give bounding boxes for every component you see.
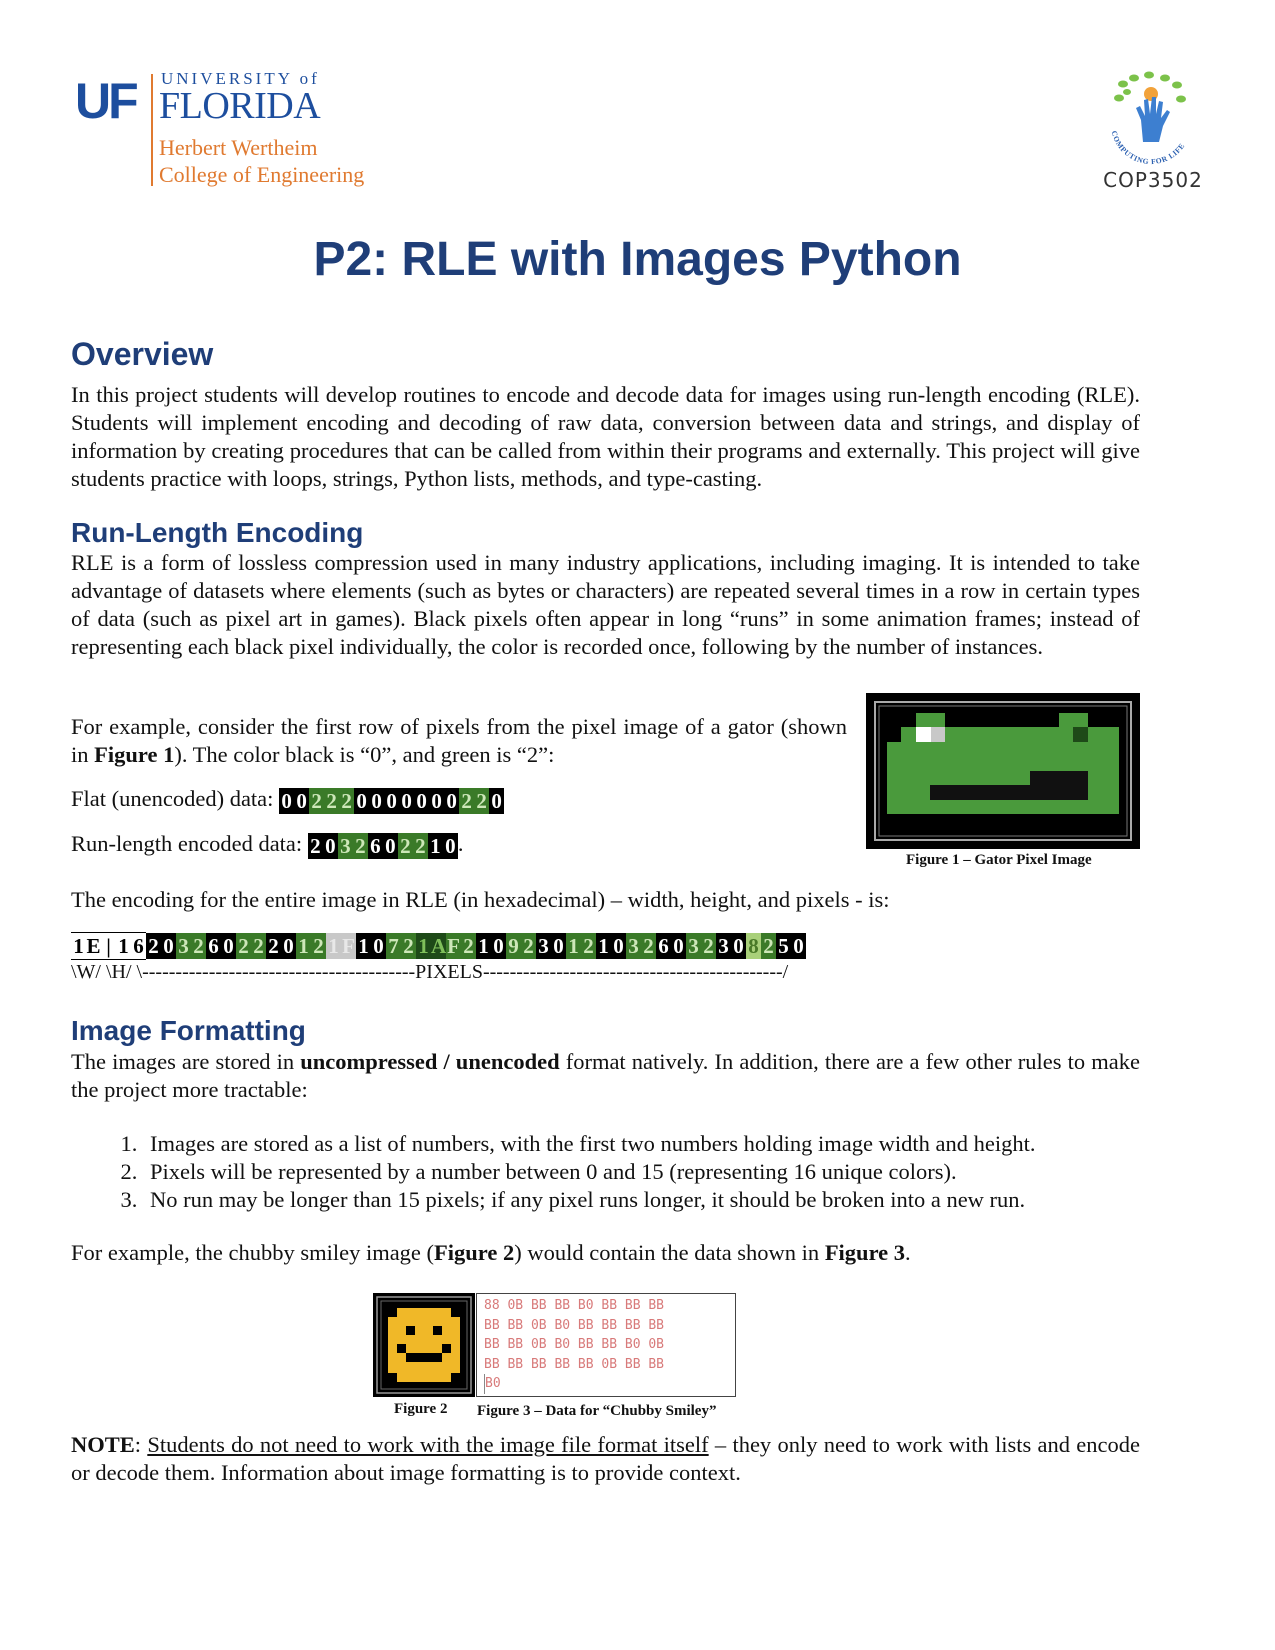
code-cell: 2	[461, 933, 476, 959]
code-cell: 2	[146, 933, 161, 959]
figure1-caption: Figure 1 – Gator Pixel Image	[906, 852, 1092, 868]
figure3-caption: Figure 3 – Data for “Chubby Smiley”	[477, 1403, 717, 1419]
computing-for-life-logo	[1103, 70, 1199, 166]
list-item: 2. Pixels will be represented by a number between 0 and 15 (representing 16 unique colors).	[143, 1158, 1212, 1186]
rle-period: .	[457, 831, 464, 856]
smiley-example-text	[71, 1239, 911, 1267]
smiley-text-mid: ) would contain the data shown in	[514, 1240, 825, 1265]
code-cell: 2	[266, 933, 281, 959]
code-cell: 0	[414, 788, 429, 814]
code-cell: E	[86, 934, 101, 958]
code-cell: 0	[611, 933, 626, 959]
code-cell: 8	[746, 933, 761, 959]
figure1-ref: Figure 1	[94, 742, 175, 767]
code-cell: 0	[221, 933, 236, 959]
code-cell: 1	[566, 933, 581, 959]
code-cell: 2	[251, 933, 266, 959]
code-cell: 2	[761, 933, 776, 959]
code-cell: 1	[296, 933, 311, 959]
note-rest: – they only need to work with lists and encode or decode them. Information about image formatting is to provide context.	[71, 1432, 1141, 1485]
code-cell: 2	[474, 788, 489, 814]
code-cell: 3	[176, 933, 191, 959]
flat-data-cells	[279, 788, 504, 814]
code-cell: 0	[489, 788, 504, 814]
intro-text: The images are stored in	[71, 1049, 301, 1074]
code-cell: 0	[671, 933, 686, 959]
code-cell: F	[342, 934, 355, 958]
overview-paragraph: In this project students will develop routines to encode and decode data for images using run-length encoding (RLE). Students will implement encoding and decoding of raw data, conversion between data and strings, and display of information by creating procedures that can be called from within their programs and externally. This project will give students practice with loops, strings, Python lists, methods, and type-casting.	[71, 382, 1140, 491]
college-line-1: Herbert Wertheim	[159, 135, 318, 160]
figure2-caption: Figure 2	[394, 1401, 448, 1417]
code-cell: 3	[686, 933, 701, 959]
chubby-smiley-image	[373, 1293, 475, 1397]
uf-logo	[75, 66, 375, 196]
code-cell: 1	[116, 932, 131, 960]
code-cell: 9	[506, 933, 521, 959]
code-cell: 2	[401, 933, 416, 959]
code-cell: 0	[443, 833, 458, 859]
code-cell: 1	[71, 932, 86, 960]
code-cell: 0	[279, 788, 294, 814]
code-cell: 2	[521, 933, 536, 959]
entire-image-encoding	[71, 932, 806, 960]
code-cell: 0	[369, 788, 384, 814]
code-cell: 0	[354, 788, 369, 814]
code-cell: 1	[356, 933, 371, 959]
code-cell: 0	[491, 933, 506, 959]
code-cell: 6	[368, 833, 383, 859]
code-cell: 1	[596, 933, 611, 959]
logo-divider	[151, 74, 153, 186]
code-cell: 0	[731, 933, 746, 959]
smiley-text: For example, the chubby smiley image (	[71, 1240, 435, 1265]
code-cell: 0	[551, 933, 566, 959]
code-cell: 2	[581, 933, 596, 959]
code-cell: 2	[308, 833, 323, 859]
code-cell: 0	[429, 788, 444, 814]
college-line-2: College of Engineering	[159, 162, 365, 187]
rle-paragraph: RLE is a form of lossless compression used in many industry applications, including imaging. It is intended to take advantage of datasets where elements (such as bytes or characters) are repeated several times in a row in certain types of data (such as pixel art in games). Black pixels often appear in long “runs” in some animation frames; instead of representing each black pixel individually, the color is recorded once, following by the number of instances.	[71, 550, 1140, 659]
note-label: NOTE	[71, 1432, 135, 1457]
rle-data-cells	[308, 833, 458, 859]
note-colon: :	[134, 1432, 142, 1457]
code-cell: 6	[656, 933, 671, 959]
code-cell: 2	[309, 788, 324, 814]
note-underlined: Students do not need to work with the image file format itself	[147, 1432, 709, 1457]
rle-heading: Run-Length Encoding	[71, 517, 364, 548]
entire-encoding-cells	[71, 932, 806, 960]
example-text-end: ). The color black is “0”, and green is “2”:	[174, 742, 555, 767]
data-line: BB BB 0B B0 BB BB B0 0B	[484, 1337, 665, 1352]
image-formatting-heading: Image Formatting	[71, 1015, 306, 1046]
code-cell: 2	[398, 833, 413, 859]
code-cell: 2	[339, 788, 354, 814]
entire-image-text: The encoding for the entire image in RLE (in hexadecimal) – width, height, and pixels - is:	[71, 887, 890, 912]
code-cell: A	[431, 934, 447, 958]
code-cell: 2	[459, 788, 474, 814]
code-cell: 2	[353, 833, 368, 859]
intro-bold: uncompressed / unencoded	[300, 1049, 560, 1074]
flat-data-line	[71, 785, 504, 814]
code-cell: 2	[311, 933, 326, 959]
code-cell: 1	[416, 933, 431, 959]
code-cell: 2	[641, 933, 656, 959]
code-cell: 2	[324, 788, 339, 814]
overview-heading: Overview	[71, 336, 214, 372]
rle-data-label: Run-length encoded data:	[71, 831, 303, 856]
florida-text: FLORIDA	[159, 85, 321, 127]
chubby-smiley-data	[476, 1293, 736, 1397]
code-cell: 5	[776, 933, 791, 959]
list-item: 1. Images are stored as a list of numbers, with the first two numbers holding image width and height.	[143, 1130, 1212, 1158]
code-cell: 3	[626, 933, 641, 959]
code-cell: 1	[326, 933, 341, 959]
uf-mark: UF	[75, 73, 136, 129]
intro-text-end: format natively. In addition, there are a few other rules to make the project more tractable:	[71, 1049, 1140, 1102]
code-cell: 0	[294, 788, 309, 814]
code-cell: 0	[323, 833, 338, 859]
code-cell: 2	[413, 833, 428, 859]
smiley-text-end: .	[905, 1240, 911, 1265]
course-code: COP3502	[1103, 168, 1203, 192]
gator-pixel-image	[866, 693, 1140, 849]
page-title: P2: RLE with Images Python	[313, 233, 962, 286]
code-cell: 3	[338, 833, 353, 859]
code-cell: 1	[428, 833, 443, 859]
data-line: BB BB BB BB BB 0B BB BB	[484, 1356, 665, 1372]
formatting-intro	[71, 1048, 1140, 1104]
encoding-legend-line: \W/ \H/ \-----------------------------------------PIXELS---------------------------------------------/	[71, 961, 789, 983]
code-cell: 2	[701, 933, 716, 959]
rules-list	[71, 1130, 1212, 1214]
flat-data-label: Flat (unencoded) data:	[71, 786, 274, 811]
data-line: B0	[484, 1374, 735, 1394]
code-cell: 6	[131, 932, 146, 960]
data-line: BB BB 0B B0 BB BB BB BB	[484, 1317, 665, 1333]
code-cell: 0	[371, 933, 386, 959]
code-cell: 0	[384, 788, 399, 814]
code-cell: 0	[383, 833, 398, 859]
figure3-ref: Figure 3	[824, 1240, 906, 1265]
gator-example-paragraph	[71, 713, 847, 769]
code-cell: 3	[536, 933, 551, 959]
code-cell: |	[101, 932, 116, 960]
code-cell: F	[447, 934, 460, 958]
code-cell: 0	[161, 933, 176, 959]
list-item: 3. No run may be longer than 15 pixels; if any pixel runs longer, it should be broken into a new run.	[143, 1186, 1212, 1214]
code-cell: 0	[444, 788, 459, 814]
code-cell: 2	[191, 933, 206, 959]
code-cell: 2	[236, 933, 251, 959]
data-line: 88 0B BB BB B0 BB BB BB	[484, 1298, 665, 1313]
figure2-ref: Figure 2	[434, 1240, 515, 1265]
note-paragraph	[71, 1431, 1140, 1487]
code-cell: 6	[206, 933, 221, 959]
code-cell: 3	[716, 933, 731, 959]
rle-data-line	[71, 830, 463, 859]
university-of-text: UNIVERSITY of	[161, 69, 320, 88]
code-cell: 7	[386, 933, 401, 959]
code-cell: 0	[791, 933, 806, 959]
code-cell: 0	[399, 788, 414, 814]
code-cell: 1	[476, 933, 491, 959]
college-name	[159, 134, 364, 188]
example-text: For example, consider the first row of pixels from the pixel image of a gator (shown in	[71, 714, 847, 767]
cfl-ring-text: COMPUTING FOR LIFE	[1109, 129, 1187, 166]
code-cell: 0	[281, 933, 296, 959]
